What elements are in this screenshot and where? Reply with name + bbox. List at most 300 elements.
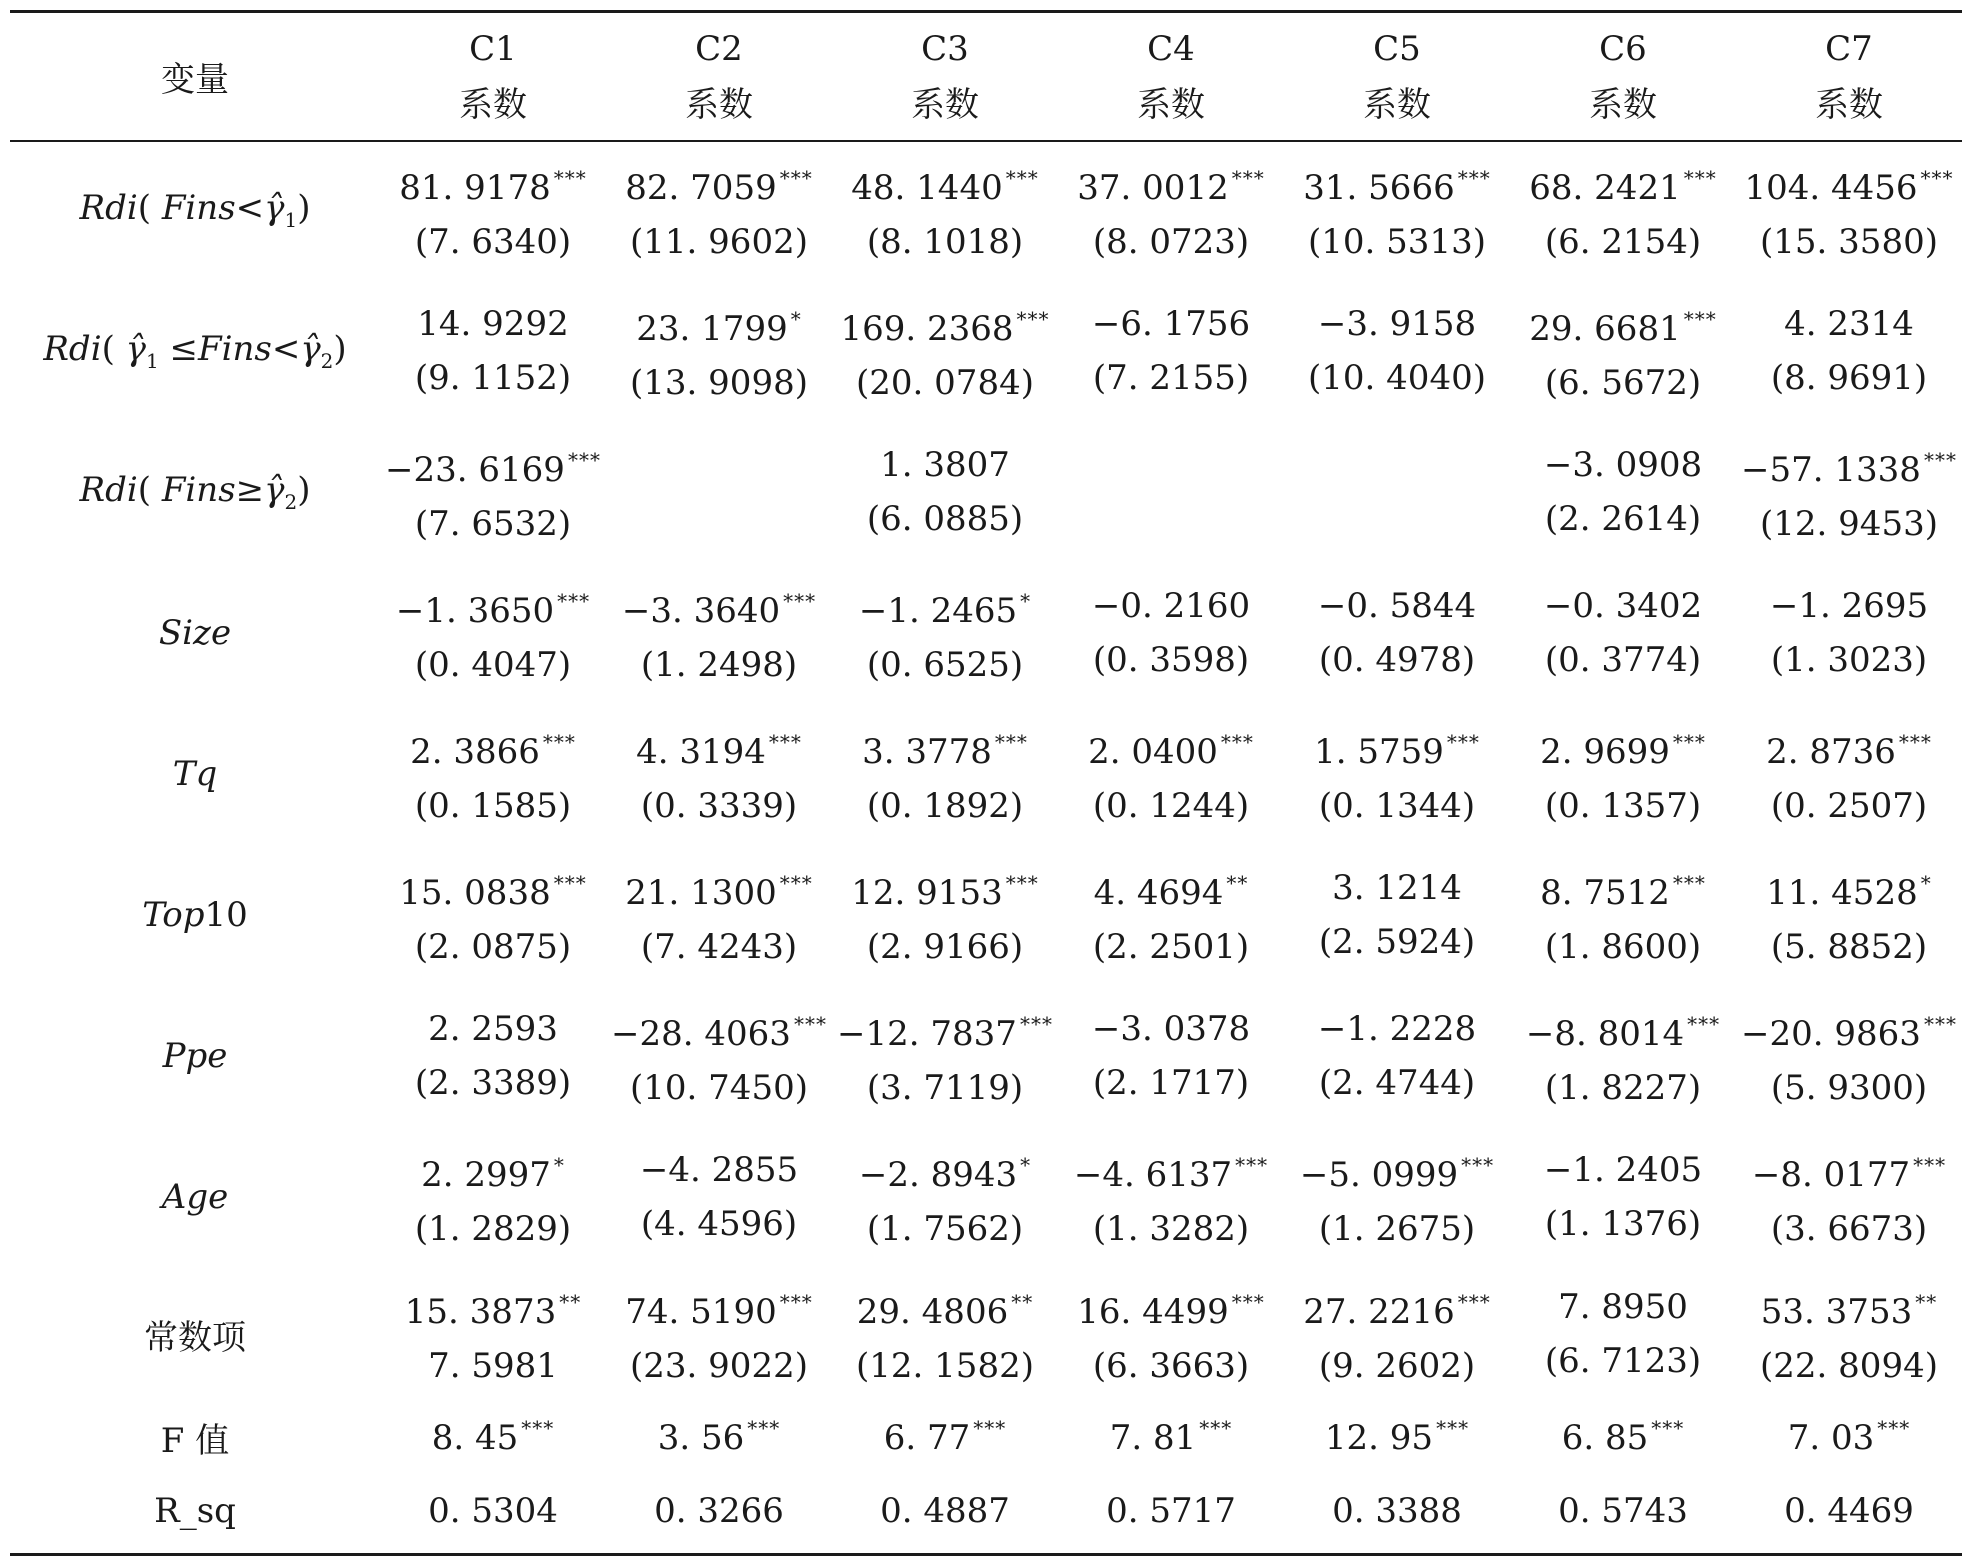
column-sublabel: 系数: [1137, 84, 1205, 125]
coefficient-cell: [1058, 844, 1284, 985]
significance-stars: ***: [1672, 870, 1706, 895]
coefficient-cell: [1510, 1126, 1736, 1267]
coefficient-number: 4. 2314: [1784, 303, 1914, 344]
significance-stars: ***: [567, 447, 601, 472]
coefficient-value: [1736, 151, 1962, 215]
f-value-cell: [380, 1401, 606, 1473]
coefficient-value: [1510, 292, 1736, 356]
standard-error: (2. 2501): [1092, 926, 1250, 967]
coefficient-cell: [1736, 562, 1962, 703]
column-sublabel: 系数: [911, 84, 979, 125]
standard-error: (0. 1892): [866, 785, 1024, 826]
significance-stars: **: [1226, 870, 1249, 895]
significance-stars: ***: [542, 729, 576, 754]
coefficient-number: 8. 7512: [1540, 872, 1670, 913]
coefficient-cell: [1284, 1126, 1510, 1267]
coefficient-value: [1510, 579, 1736, 633]
coefficient-cell: [832, 421, 1058, 562]
coefficient-cell: [1058, 140, 1284, 280]
standard-error: (10. 4040): [1308, 357, 1486, 398]
row-variable-label: Size: [158, 612, 232, 653]
r-squared-cell: 0. 4469: [1784, 1491, 1914, 1531]
coefficient-value: [1284, 579, 1510, 633]
standard-error: (1. 3282): [1092, 1208, 1250, 1249]
coefficient-value: [380, 856, 606, 920]
f-value-cell: [606, 1401, 832, 1473]
significance-stars: ***: [1436, 1416, 1470, 1440]
standard-error: (0. 1357): [1544, 785, 1702, 826]
coefficient-value: [606, 574, 832, 638]
standard-error: (22. 8094): [1760, 1346, 1938, 1386]
table-body: [10, 140, 1962, 1549]
standard-error: (8. 1018): [866, 222, 1024, 262]
coefficient-value: [606, 1143, 832, 1197]
f-value-number: 6. 85: [1561, 1418, 1649, 1458]
coefficient-number: 37. 0012: [1077, 168, 1229, 208]
significance-stars: ***: [1019, 1011, 1053, 1036]
f-value-cell: [1284, 1401, 1510, 1473]
standard-error: (8. 0723): [1092, 222, 1250, 262]
coefficient-number: 2. 0400: [1088, 731, 1218, 772]
standard-error: (0. 1585): [414, 785, 572, 826]
coefficient-number: −1. 2465: [858, 590, 1018, 631]
coefficient-cell: [606, 1267, 832, 1401]
standard-error: (7. 2155): [1092, 357, 1250, 398]
coefficient-number: 14. 9292: [417, 303, 569, 344]
standard-error: (5. 9300): [1770, 1067, 1928, 1108]
header-c6: [1510, 13, 1736, 140]
significance-stars: ***: [1005, 166, 1039, 190]
coefficient-cell: [1736, 280, 1962, 421]
significance-stars: ***: [1005, 870, 1039, 895]
coefficient-value: [606, 715, 832, 779]
f-value-number: 8. 45: [431, 1418, 519, 1458]
column-sublabel: 系数: [1589, 84, 1657, 125]
standard-error: (3. 6673): [1770, 1208, 1928, 1249]
coefficient-number: 27. 2216: [1303, 1292, 1455, 1332]
table-row: [10, 844, 1962, 985]
significance-stars: ***: [1016, 306, 1050, 331]
significance-stars: ***: [793, 1011, 827, 1036]
coefficient-cell: [606, 1126, 832, 1267]
coefficient-number: 29. 6681: [1529, 308, 1681, 349]
coefficient-cell: [380, 844, 606, 985]
column-name: C5: [1373, 28, 1421, 69]
standard-error: (6. 5672): [1544, 362, 1702, 403]
table-row: [10, 562, 1962, 703]
significance-stars: ***: [973, 1416, 1007, 1440]
coefficient-number: 81. 9178: [399, 168, 551, 208]
coefficient-cell: [1058, 421, 1284, 562]
significance-stars: *: [1020, 588, 1032, 613]
standard-error: (10. 5313): [1308, 222, 1486, 262]
standard-error: (1. 3023): [1770, 639, 1928, 680]
f-value-number: 12. 95: [1324, 1418, 1434, 1458]
significance-stars: ***: [768, 729, 802, 754]
coefficient-value: [380, 715, 606, 779]
coefficient-number: 2. 9699: [1540, 731, 1670, 772]
column-name: C6: [1599, 28, 1647, 69]
standard-error: (13. 9098): [630, 362, 808, 403]
header-c2: [606, 13, 832, 140]
row-variable-label: Age: [161, 1176, 229, 1217]
coefficient-value: [832, 574, 1058, 638]
r-squared-cell: 0. 5304: [428, 1491, 558, 1531]
column-name: C2: [695, 28, 743, 69]
coefficient-number: 68. 2421: [1529, 168, 1681, 208]
coefficient-value: [380, 1275, 606, 1339]
row-variable-label: Rdi( $\gammâ_1$ $\le Fins<\gammâ_2$): [43, 328, 347, 373]
row-variable-label: Rdi( $Fins\ge\gammâ_2$): [79, 469, 311, 514]
standard-error: (9. 1152): [414, 357, 572, 398]
coefficient-cell: [832, 140, 1058, 280]
standard-error: (2. 4744): [1318, 1062, 1476, 1103]
coefficient-value: [1284, 1275, 1510, 1339]
coefficient-number: 104. 4456: [1744, 168, 1918, 208]
table-row: [10, 703, 1962, 844]
significance-stars: **: [559, 1290, 582, 1314]
coefficient-number: 2. 2593: [428, 1008, 558, 1049]
coefficient-number: −3. 9158: [1317, 303, 1477, 344]
significance-stars: ***: [1235, 1152, 1269, 1177]
coefficient-value: [1736, 433, 1962, 497]
coefficient-number: −2. 8943: [858, 1154, 1018, 1195]
header-c1: [380, 13, 606, 140]
significance-stars: ***: [521, 1416, 555, 1440]
f-value-row: [10, 1401, 1962, 1473]
coefficient-number: 12. 9153: [851, 872, 1003, 913]
coefficient-cell: [1510, 1267, 1736, 1401]
coefficient-value: [1510, 856, 1736, 920]
coefficient-number: −1. 3650: [395, 590, 555, 631]
standard-error: (0. 4047): [414, 644, 572, 685]
column-name: C3: [921, 28, 969, 69]
r-squared-cell: 0. 5717: [1106, 1491, 1236, 1531]
f-value-cell: [1058, 1401, 1284, 1473]
standard-error: (20. 0784): [856, 362, 1034, 403]
coefficient-number: −0. 2160: [1091, 585, 1251, 626]
coefficient-cell: [606, 280, 832, 421]
coefficient-number: −1. 2405: [1543, 1149, 1703, 1190]
coefficient-cell: [606, 703, 832, 844]
coefficient-value: [1058, 297, 1284, 351]
coefficient-cell: [832, 985, 1058, 1126]
coefficient-number: −4. 2855: [639, 1149, 799, 1190]
coefficient-cell: [832, 562, 1058, 703]
coefficient-number: −1. 2228: [1317, 1008, 1477, 1049]
significance-stars: ***: [1683, 166, 1717, 190]
coefficient-number: 4. 3194: [636, 731, 766, 772]
standard-error: (1. 2675): [1318, 1208, 1476, 1249]
significance-stars: ***: [1457, 166, 1491, 190]
coefficient-cell: [1058, 562, 1284, 703]
coefficient-cell: [1510, 562, 1736, 703]
standard-error: (1. 8600): [1544, 926, 1702, 967]
f-value-number: 3. 56: [657, 1418, 745, 1458]
coefficient-number: 3. 3778: [862, 731, 992, 772]
coefficient-cell: [606, 562, 832, 703]
coefficient-number: 53. 3753: [1760, 1292, 1913, 1332]
significance-stars: ***: [1231, 1290, 1265, 1314]
coefficient-value: [1510, 1280, 1736, 1334]
coefficient-cell: [1058, 1267, 1284, 1401]
coefficient-value: [380, 297, 606, 351]
coefficient-number: 82. 7059: [625, 168, 777, 208]
coefficient-cell: [606, 421, 832, 562]
header-c5: [1284, 13, 1510, 140]
f-value-cell: [1510, 1401, 1736, 1473]
coefficient-value: [606, 997, 832, 1061]
coefficient-value: [1284, 715, 1510, 779]
standard-error: (1. 7562): [866, 1208, 1024, 1249]
coefficient-value: [1284, 151, 1510, 215]
standard-error: (12. 1582): [856, 1346, 1034, 1386]
significance-stars: ***: [1683, 306, 1717, 331]
standard-error: (0. 3774): [1544, 639, 1702, 680]
significance-stars: ***: [1220, 729, 1254, 754]
coefficient-value: [1058, 856, 1284, 920]
coefficient-cell: [1058, 1126, 1284, 1267]
coefficient-cell: [1284, 985, 1510, 1126]
coefficient-cell: [1058, 985, 1284, 1126]
coefficient-cell: [606, 985, 832, 1126]
standard-error: (2. 0875): [414, 926, 572, 967]
significance-stars: ***: [1457, 1290, 1491, 1314]
coefficient-cell: [380, 140, 606, 280]
coefficient-cell: [380, 280, 606, 421]
coefficient-value: [1510, 438, 1736, 492]
r-squared-cell: 0. 4887: [880, 1491, 1010, 1531]
significance-stars: ***: [994, 729, 1028, 754]
significance-stars: *: [1020, 1152, 1032, 1177]
row-variable-label: Tq: [172, 753, 218, 794]
table-row: [10, 1267, 1962, 1401]
standard-error: (6. 2154): [1544, 222, 1702, 262]
coefficient-value: [1284, 1002, 1510, 1056]
coefficient-cell: [380, 421, 606, 562]
coefficient-value: [1736, 297, 1962, 351]
coefficient-value: [832, 151, 1058, 215]
significance-stars: ***: [1231, 166, 1265, 190]
r-squared-cell: 0. 3388: [1332, 1491, 1462, 1531]
coefficient-value: [380, 433, 606, 497]
table-bottom-rule: [10, 1553, 1962, 1556]
significance-stars: ***: [783, 588, 817, 613]
row-variable-label: 常数项: [144, 1317, 246, 1358]
coefficient-value: [1058, 1002, 1284, 1056]
coefficient-value: [1284, 1138, 1510, 1202]
column-name: C1: [469, 28, 517, 69]
coefficient-cell: [1510, 703, 1736, 844]
significance-stars: ***: [1687, 1011, 1721, 1036]
coefficient-number: −3. 0908: [1543, 444, 1703, 485]
coefficient-cell: [1284, 280, 1510, 421]
significance-stars: ***: [779, 870, 813, 895]
standard-error: (0. 1244): [1092, 785, 1250, 826]
standard-error: (12. 9453): [1760, 503, 1938, 544]
standard-error: (0. 6525): [866, 644, 1024, 685]
coefficient-number: 2. 8736: [1766, 731, 1896, 772]
header-c3: [832, 13, 1058, 140]
coefficient-number: −57. 1338: [1741, 449, 1921, 490]
coefficient-cell: [1736, 844, 1962, 985]
coefficient-value: [1510, 151, 1736, 215]
significance-stars: ***: [747, 1416, 781, 1440]
coefficient-number: −12. 7837: [837, 1013, 1017, 1054]
row-variable-label: Top10: [142, 894, 248, 935]
coefficient-value: [606, 856, 832, 920]
coefficient-number: 31. 5666: [1303, 168, 1455, 208]
standard-error: (0. 3339): [640, 785, 798, 826]
coefficient-number: 29. 4806: [856, 1292, 1009, 1332]
standard-error: (1. 2498): [640, 644, 798, 685]
significance-stars: ***: [1877, 1416, 1911, 1440]
significance-stars: ***: [1923, 447, 1957, 472]
r-squared-label: R_sq: [154, 1491, 236, 1531]
standard-error: (6. 3663): [1092, 1346, 1250, 1386]
f-value-number: 7. 03: [1787, 1418, 1875, 1458]
significance-stars: ***: [1199, 1416, 1233, 1440]
regression-table: [10, 13, 1962, 1549]
header-row: [10, 13, 1962, 140]
standard-error: (2. 5924): [1318, 921, 1476, 962]
coefficient-number: 11. 4528: [1766, 872, 1918, 913]
coefficient-cell: [1284, 562, 1510, 703]
coefficient-value: [1736, 856, 1962, 920]
standard-error: (2. 9166): [866, 926, 1024, 967]
coefficient-value: [606, 292, 832, 356]
coefficient-cell: [832, 844, 1058, 985]
coefficient-number: 2. 2997: [421, 1154, 551, 1195]
coefficient-value: [380, 1002, 606, 1056]
coefficient-cell: [380, 1267, 606, 1401]
standard-error: (0. 1344): [1318, 785, 1476, 826]
column-sublabel: 系数: [1815, 84, 1883, 125]
coefficient-number: 3. 1214: [1332, 867, 1462, 908]
row-variable-label: Ppe: [162, 1035, 228, 1076]
significance-stars: ***: [553, 870, 587, 895]
standard-error: (15. 3580): [1760, 222, 1938, 262]
standard-error: (5. 8852): [1770, 926, 1928, 967]
coefficient-number: 21. 1300: [625, 872, 777, 913]
standard-error: (0. 4978): [1318, 639, 1476, 680]
coefficient-number: −20. 9863: [1741, 1013, 1921, 1054]
f-value-number: 6. 77: [883, 1418, 971, 1458]
standard-error: (1. 8227): [1544, 1067, 1702, 1108]
coefficient-value: [1058, 151, 1284, 215]
f-value-cell: [1736, 1401, 1962, 1473]
standard-error: (1. 2829): [414, 1208, 572, 1249]
header-c4: [1058, 13, 1284, 140]
coefficient-value: [1510, 997, 1736, 1061]
coefficient-number: −4. 6137: [1073, 1154, 1233, 1195]
coefficient-cell: [606, 844, 832, 985]
coefficient-value: [1284, 861, 1510, 915]
standard-error: 7. 5981: [428, 1346, 558, 1386]
significance-stars: ***: [1898, 729, 1932, 754]
coefficient-value: [832, 438, 1058, 492]
coefficient-value: [1058, 579, 1284, 633]
coefficient-number: 2. 3866: [410, 731, 540, 772]
coefficient-number: −1. 2695: [1769, 585, 1929, 626]
coefficient-value: [1736, 1275, 1962, 1339]
coefficient-cell: [1284, 140, 1510, 280]
coefficient-value: [832, 292, 1058, 356]
coefficient-cell: [380, 1126, 606, 1267]
coefficient-number: −23. 6169: [385, 449, 565, 490]
coefficient-cell: [1284, 421, 1510, 562]
standard-error: (3. 7119): [866, 1067, 1024, 1108]
significance-stars: *: [790, 306, 802, 331]
significance-stars: ***: [1446, 729, 1480, 754]
table-row: [10, 140, 1962, 280]
coefficient-value: [1510, 715, 1736, 779]
coefficient-number: 7. 8950: [1558, 1287, 1688, 1327]
coefficient-number: −8. 8014: [1525, 1013, 1685, 1054]
coefficient-number: −8. 0177: [1751, 1154, 1911, 1195]
f-value-cell: [832, 1401, 1058, 1473]
coefficient-cell: [1736, 703, 1962, 844]
f-value-number: 7. 81: [1109, 1418, 1197, 1458]
standard-error: (9. 2602): [1318, 1346, 1476, 1386]
significance-stars: ***: [553, 166, 587, 190]
significance-stars: ***: [557, 588, 591, 613]
significance-stars: ***: [1651, 1416, 1685, 1440]
coefficient-cell: [1510, 985, 1736, 1126]
coefficient-cell: [1510, 280, 1736, 421]
standard-error: (0. 3598): [1092, 639, 1250, 680]
coefficient-number: 15. 3873: [404, 1292, 557, 1332]
coefficient-value: [832, 997, 1058, 1061]
coefficient-cell: [1736, 1267, 1962, 1401]
coefficient-number: −3. 3640: [621, 590, 781, 631]
coefficient-value: [1736, 1138, 1962, 1202]
table-row: [10, 280, 1962, 421]
r-squared-row: [10, 1473, 1962, 1549]
standard-error: (6. 7123): [1544, 1341, 1702, 1381]
r-squared-cell: 0. 5743: [1558, 1491, 1688, 1531]
column-sublabel: 系数: [1363, 84, 1431, 125]
coefficient-number: −28. 4063: [611, 1013, 791, 1054]
coefficient-cell: [1510, 421, 1736, 562]
coefficient-value: [1058, 1138, 1284, 1202]
coefficient-number: −0. 3402: [1543, 585, 1703, 626]
coefficient-cell: [832, 1267, 1058, 1401]
standard-error: (6. 0885): [866, 498, 1024, 539]
coefficient-number: 15. 0838: [399, 872, 551, 913]
coefficient-cell: [1736, 1126, 1962, 1267]
column-name: C4: [1147, 28, 1195, 69]
coefficient-cell: [832, 1126, 1058, 1267]
coefficient-value: [1058, 1275, 1284, 1339]
significance-stars: ***: [1913, 1152, 1947, 1177]
significance-stars: *: [1920, 870, 1932, 895]
significance-stars: ***: [1461, 1152, 1495, 1177]
coefficient-value: [1058, 715, 1284, 779]
coefficient-cell: [380, 985, 606, 1126]
column-sublabel: 系数: [685, 84, 753, 125]
coefficient-cell: [1284, 844, 1510, 985]
coefficient-number: 16. 4499: [1077, 1292, 1229, 1332]
coefficient-value: [1510, 1143, 1736, 1197]
coefficient-value: [380, 151, 606, 215]
significance-stars: ***: [779, 166, 813, 190]
significance-stars: ***: [1923, 1011, 1957, 1036]
coefficient-number: −6. 1756: [1091, 303, 1251, 344]
standard-error: (7. 4243): [640, 926, 798, 967]
coefficient-value: [1736, 579, 1962, 633]
column-sublabel: 系数: [459, 84, 527, 125]
